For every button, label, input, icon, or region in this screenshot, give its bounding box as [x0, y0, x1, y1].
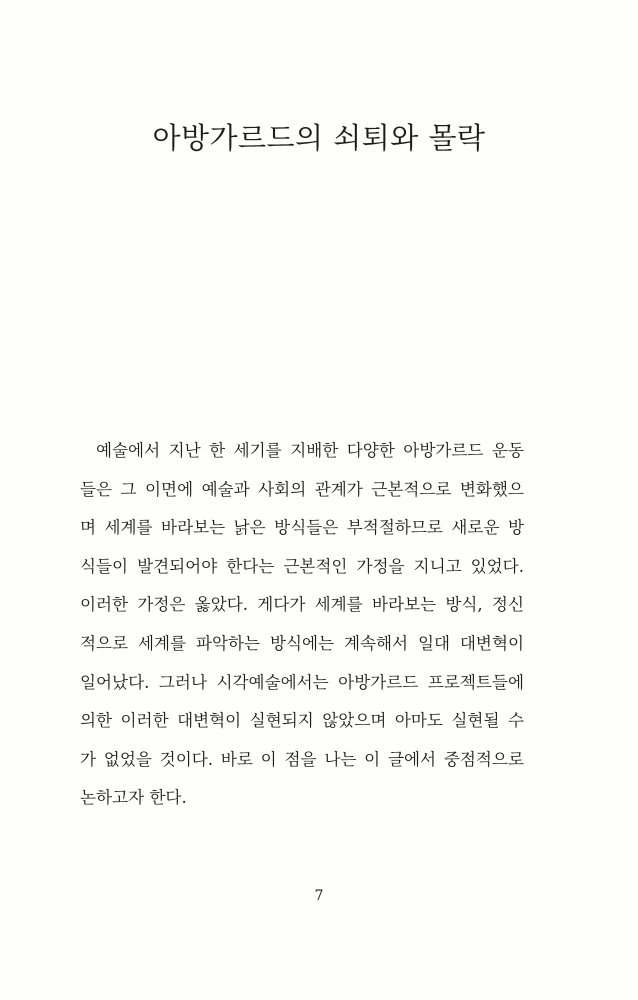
paragraph-line: 이러한 가정은 옳았다. 게다가 세계를 바라보는 방식, 정신	[80, 595, 524, 615]
page-number: 7	[314, 888, 324, 904]
body-paragraph	[80, 432, 524, 818]
paragraph-line: 예술에서 지난 한 세기를 지배한 다양한 아방가르드 운동	[96, 441, 524, 460]
chapter-title: 아방가르드의 쇠퇴와 몰락	[152, 121, 486, 155]
paragraph-line: 들은 그 이면에 예술과 사회의 관계가 근본적으로 변화했으	[80, 479, 524, 499]
paragraph-line: 식들이 발견되어야 한다는 근본적인 가정을 지니고 있었다.	[80, 556, 524, 576]
paragraph-line: 논하고자 한다.	[80, 788, 187, 808]
paragraph-line: 적으로 세계를 파악하는 방식에는 계속해서 일대 대변혁이	[80, 633, 524, 653]
paragraph-line: 의한 이러한 대변혁이 실현되지 않았으며 아마도 실현될 수	[80, 711, 524, 731]
paragraph-line: 가 없었을 것이다. 바로 이 점을 나는 이 글에서 중점적으로	[80, 749, 524, 769]
paragraph-line: 며 세계를 바라보는 낡은 방식들은 부적절하므로 새로운 방	[80, 518, 524, 538]
paragraph-line: 일어났다. 그러나 시각예술에서는 아방가르드 프로젝트들에	[80, 672, 524, 692]
